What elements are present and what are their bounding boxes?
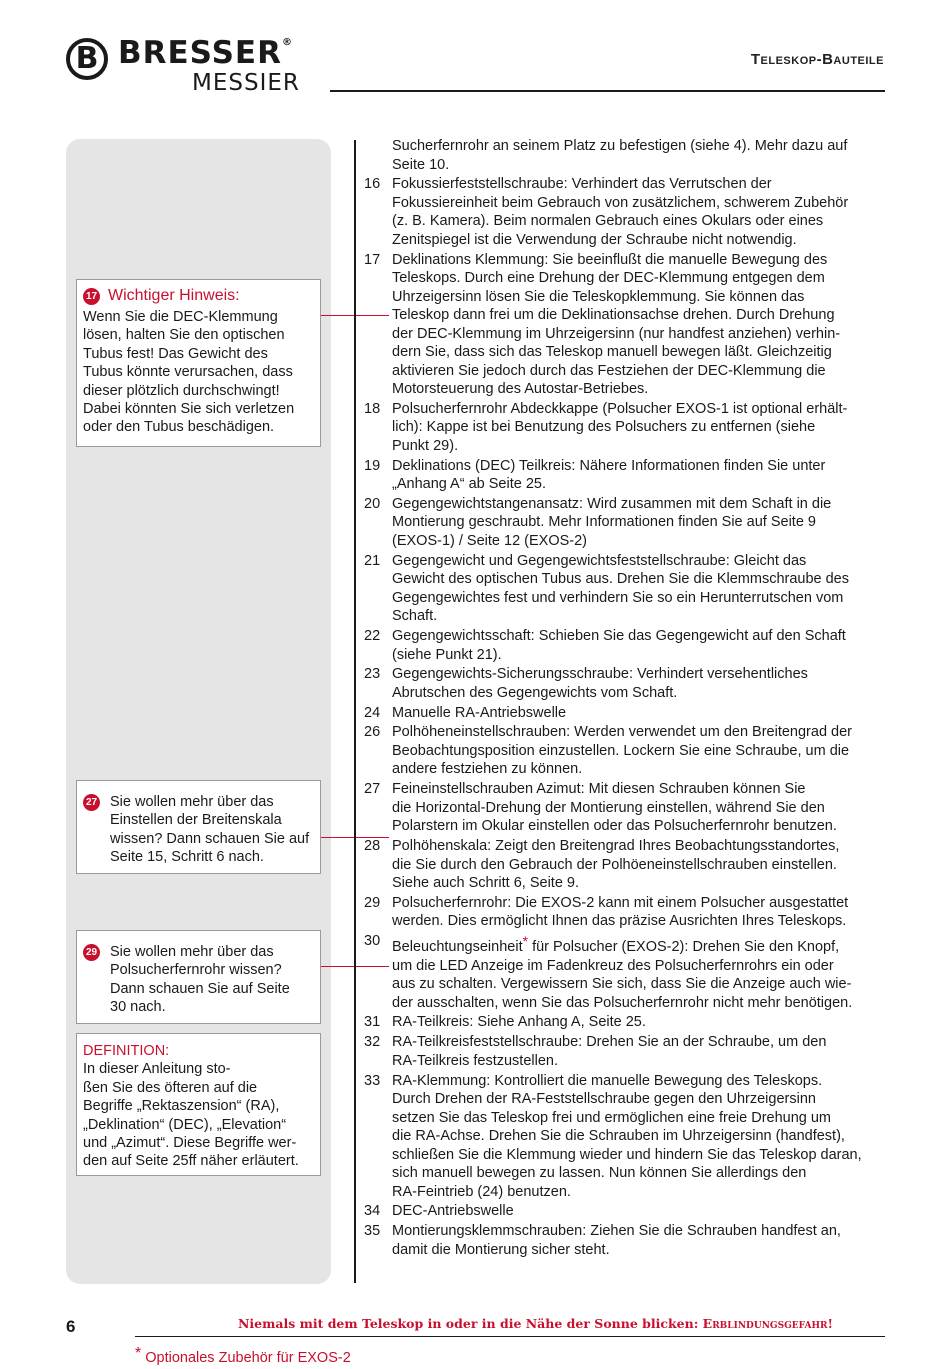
item-line: Montierungsklemmschrauben: Ziehen Sie die Schrauben handfest an, — [392, 1223, 841, 1240]
item-number: 21 — [364, 552, 381, 569]
list-item — [364, 894, 894, 931]
item-text — [392, 457, 894, 494]
item-line: RA-Feintrieb (24) benutzen. — [392, 1183, 571, 1200]
item-number: 33 — [364, 1072, 381, 1089]
item-line: Motorsteuerung des Autostar-Betriebes. — [392, 381, 649, 398]
footnote: * Optionales Zubehör für EXOS-2 — [135, 1345, 351, 1366]
item-text — [392, 704, 894, 723]
item-line: Gegengewicht und Gegengewichtsfeststellschraube: Gleicht das — [392, 552, 807, 569]
note-box-29 — [76, 930, 321, 1024]
item-line: Deklinations (DEC) Teilkreis: Nähere Informationen finden Sie unter — [392, 457, 826, 474]
item-line: Polhöheneinstellschrauben: Werden verwendet um den Breitengrad der — [392, 724, 852, 741]
item-line: RA-Teilkreis: Siehe Anhang A, Seite 25. — [392, 1014, 646, 1031]
item-line: Sucherfernrohr an seinem Platz zu befestigen (siehe 4). Mehr dazu auf — [392, 138, 848, 154]
item-line: Gegengewichtstangenansatz: Wird zusammen mit dem Schaft in die — [392, 495, 832, 512]
list-item — [364, 495, 894, 551]
list-item — [364, 932, 894, 1012]
list-item — [364, 1013, 894, 1032]
item-text — [392, 894, 894, 931]
item-line: Deklinations Klemmung: Sie beeinflußt die manuelle Bewegung des — [392, 251, 828, 268]
item-text — [392, 1072, 894, 1202]
item-line: Manuelle RA-Antriebswelle — [392, 704, 567, 721]
item-line: Gegengewichtsschaft: Schieben Sie das Gegengewicht auf den Schaft — [392, 628, 846, 645]
item-number: 29 — [364, 894, 381, 911]
item-line: DEC-Antriebswelle — [392, 1203, 514, 1220]
list-item — [364, 552, 894, 626]
item-text — [392, 1202, 894, 1221]
item-line: Siehe auch Schritt 6, Seite 9. — [392, 875, 579, 892]
item-line: Teleskops. Durch eine Drehung der DEC-Klemmung entgegen dem — [392, 270, 825, 287]
bresser-logo — [66, 36, 336, 96]
item-number: 16 — [364, 176, 381, 193]
item-text — [392, 400, 894, 456]
item-line: Gegengewichtes fest und verhindern Sie so ein Herunterrutschen vom — [392, 589, 844, 606]
item-line: Fokussierfeststellschraube: Verhindert das Verrutschen der — [392, 176, 772, 193]
header-rule — [330, 90, 885, 92]
item-line: RA-Klemmung: Kontrolliert die manuelle Bewegung des Teleskops. — [392, 1072, 823, 1089]
note-badge-29: 29 — [83, 944, 100, 961]
item-line: Uhrzeigersinn lösen Sie die Teleskopklemmung. Sie können das — [392, 288, 805, 305]
footer-rule — [135, 1336, 885, 1337]
item-line: (EXOS-1) / Seite 12 (EXOS-2) — [392, 532, 588, 549]
list-item — [364, 780, 894, 836]
sub-brand: MESSIER — [192, 70, 300, 96]
item-line: Durch Drehen der RA-Feststellschraube gegen den Uhrzeigersinn — [392, 1091, 816, 1108]
note-badge-27: 27 — [83, 794, 100, 811]
item-line: sich manuell bewegen zu lassen. Nun können Sie allerdings den — [392, 1165, 807, 1182]
item-text — [392, 175, 894, 249]
item-line: RA-Teilkreis festzustellen. — [392, 1052, 558, 1069]
item-number: 19 — [364, 457, 381, 474]
list-item — [364, 1033, 894, 1070]
definition-text: In dieser Anleitung sto- ßen Sie des öfteren auf die Begriffe „Rektaszension“ (RA), „Deklination“ (DEC), „Elevation“ und „Azimut“. Diese Begriffe wer- den auf Seite 25ff näher erläutert. — [83, 1061, 299, 1170]
item-number: 30 — [364, 933, 381, 950]
list-item — [364, 665, 894, 702]
item-number: 17 — [364, 251, 381, 268]
item-line: Polhöhenskala: Zeigt den Breitengrad Ihres Beobachtungsstandortes, — [392, 838, 840, 855]
item-number: 24 — [364, 704, 381, 721]
footnote-star: * — [135, 1345, 142, 1362]
item-line: Zenitspiegel ist die Verwendung der Schraube nicht notwendig. — [392, 231, 797, 248]
section-title: Teleskop-Bauteile — [750, 51, 884, 68]
item-line: Feineinstellschrauben Azimut: Mit diesen Schrauben können Sie — [392, 781, 806, 798]
item-line: (z. B. Kamera). Beim normalen Gebrauch eines Okulars oder eines — [392, 213, 824, 230]
item-line: Fokussiereinheit beim Gebrauch von zusätzlichem, schwerem Zubehör — [392, 194, 849, 211]
list-item — [364, 175, 894, 249]
item-line: Polarstern im Okular einstellen oder das Polsucherfernrohr benutzen. — [392, 818, 837, 835]
definition-box — [76, 1033, 321, 1176]
item-text — [392, 1033, 894, 1070]
item-line: Punkt 29). — [392, 437, 459, 454]
item-text — [392, 932, 894, 1012]
item-text — [392, 495, 894, 551]
item-line: „Anhang A“ ab Seite 25. — [392, 476, 546, 493]
item-line: (siehe Punkt 21). — [392, 646, 502, 663]
item-line: Montierung geschraubt. Mehr Informationen finden Sie auf Seite 9 — [392, 514, 816, 531]
item-line: die Horizontal-Drehung der Montierung einstellen, während Sie den — [392, 799, 825, 816]
item-line: setzen Sie das Teleskop frei und ermöglichen eine freie Drehung um — [392, 1109, 832, 1126]
item-line: RA-Teilkreisfeststellschraube: Drehen Sie an der Schraube, um den — [392, 1034, 827, 1051]
list-item — [364, 1202, 894, 1221]
item-text — [392, 665, 894, 702]
item-line: um die LED Anzeige im Fadenkreuz des Polsucherfernrohrs ein oder — [392, 957, 834, 974]
item-line: dern Sie, dass sich das Teleskop manuell bewegen läßt. Gleichzeitig — [392, 344, 832, 361]
item-line: Gewicht des optischen Tubus aus. Drehen Sie die Klemmschraube des — [392, 571, 849, 588]
item-number: 18 — [364, 400, 381, 417]
important-note-box — [76, 279, 321, 447]
list-item — [364, 400, 894, 456]
item-number: 27 — [364, 781, 381, 798]
item-text — [392, 837, 894, 893]
item-text — [392, 627, 894, 664]
item-line: Gegengewichts-Sicherungsschraube: Verhindert versehentliches — [392, 666, 808, 683]
item-number: 20 — [364, 495, 381, 512]
item-line: werden. Dies ermöglicht Ihnen das präzise Ausrichten Ihres Teleskops. — [392, 913, 847, 930]
parts-list — [364, 137, 894, 1260]
page-number: 6 — [66, 1317, 76, 1336]
list-item — [364, 457, 894, 494]
item-line: der DEC-Klemmung im Uhrzeigersinn (nur handfest anziehen) verhin- — [392, 325, 841, 342]
item-line: die RA-Achse. Drehen Sie die Schrauben im Uhrzeigersinn (handfest), — [392, 1128, 845, 1145]
list-item — [364, 251, 894, 399]
item-line: Polsucherfernrohr: Die EXOS-2 kann mit einem Polsucher ausgestattet — [392, 894, 849, 911]
item-number: 28 — [364, 838, 381, 855]
item-text — [392, 552, 894, 626]
item-line: aus zu schalten. Vergewissern Sie sich, dass Sie die Anzeige auch wie- — [392, 976, 852, 993]
item-text — [392, 1013, 894, 1032]
item-line: Teleskop dann frei um die Deklinationsachse drehen. Durch Drehung — [392, 307, 835, 324]
item-text — [392, 780, 894, 836]
item-number: 26 — [364, 724, 381, 741]
item-line: damit die Montierung sicher steht. — [392, 1241, 610, 1258]
item-number: 22 — [364, 628, 381, 645]
item-line: Seite 10. — [392, 156, 450, 173]
note-box-27 — [76, 780, 321, 874]
column-divider — [354, 140, 356, 1283]
item-line: Polsucherfernrohr Abdeckkappe (Polsucher EXOS-1 ist optional erhält- — [392, 400, 848, 417]
item-number: 35 — [364, 1223, 381, 1240]
note-29-text: Sie wollen mehr über das Polsucherfernrohr wissen? Dann schauen Sie auf Seite 30 nach. — [110, 944, 290, 1016]
definition-title: DEFINITION: — [83, 1043, 170, 1059]
item-number: 32 — [364, 1034, 381, 1051]
item-line: Abrutschen des Gegengewichts vom Schaft. — [392, 684, 678, 701]
item-line: Beobachtungsposition einzustellen. Lockern Sie eine Schraube, um die — [392, 742, 850, 759]
item-number: 34 — [364, 1203, 381, 1220]
item-line: schließen Sie die Klemmung wieder und hindern Sie das Teleskop daran, — [392, 1146, 862, 1163]
note-badge-17: 17 — [83, 288, 100, 305]
item-number: 31 — [364, 1014, 381, 1031]
list-item — [364, 723, 894, 779]
item-line: aktivieren Sie jedoch durch das Festziehen der DEC-Klemmung die — [392, 362, 826, 379]
item-text — [392, 723, 894, 779]
item-line: Schaft. — [392, 608, 438, 625]
item-line: die Sie durch den Gebrauch der Polhöeneinstellschrauben einstellen. — [392, 856, 837, 873]
item-line: Beleuchtungseinheit* für Polsucher (EXOS-2): Drehen Sie den Knopf, — [392, 933, 840, 956]
item-number: 23 — [364, 666, 381, 683]
list-item — [364, 1072, 894, 1202]
sun-warning: Niemals mit dem Teleskop in oder in die Nähe der Sonne blicken: Erblindungsgefahr! — [238, 1316, 833, 1331]
item-text — [392, 1222, 894, 1259]
item-line: lich): Kappe ist bei Benutzung des Polsuchers zu entfernen (siehe — [392, 419, 816, 436]
list-item — [364, 1222, 894, 1259]
item-line: andere festziehen zu können. — [392, 761, 583, 778]
footnote-marker: * — [522, 933, 529, 950]
important-note-title: 17 Wichtiger Hinweis: — [83, 286, 314, 306]
list-item — [364, 837, 894, 893]
list-item — [364, 627, 894, 664]
note-27-text: Sie wollen mehr über das Einstellen der Breitenskala wissen? Dann schauen Sie auf Seite 15, Schritt 6 nach. — [110, 794, 310, 866]
item-line: der ausschalten, wenn Sie das Polsucherfernrohr nicht mehr benötigen. — [392, 994, 853, 1011]
list-item — [364, 137, 894, 174]
logo-b-circle-icon: B — [66, 38, 108, 80]
brand-name: BRESSER® — [118, 35, 293, 71]
item-text — [392, 251, 894, 399]
item-text — [392, 137, 894, 174]
list-item — [364, 704, 894, 723]
important-note-text: Wenn Sie die DEC-Klemmung lösen, halten Sie den optischen Tubus fest! Das Gewicht des Tubus könnte verursachen, dass dieser plötzlich durchschwingt! Dabei könnten Sie sich verletzen oder den Tubus beschädigen. — [83, 309, 295, 436]
